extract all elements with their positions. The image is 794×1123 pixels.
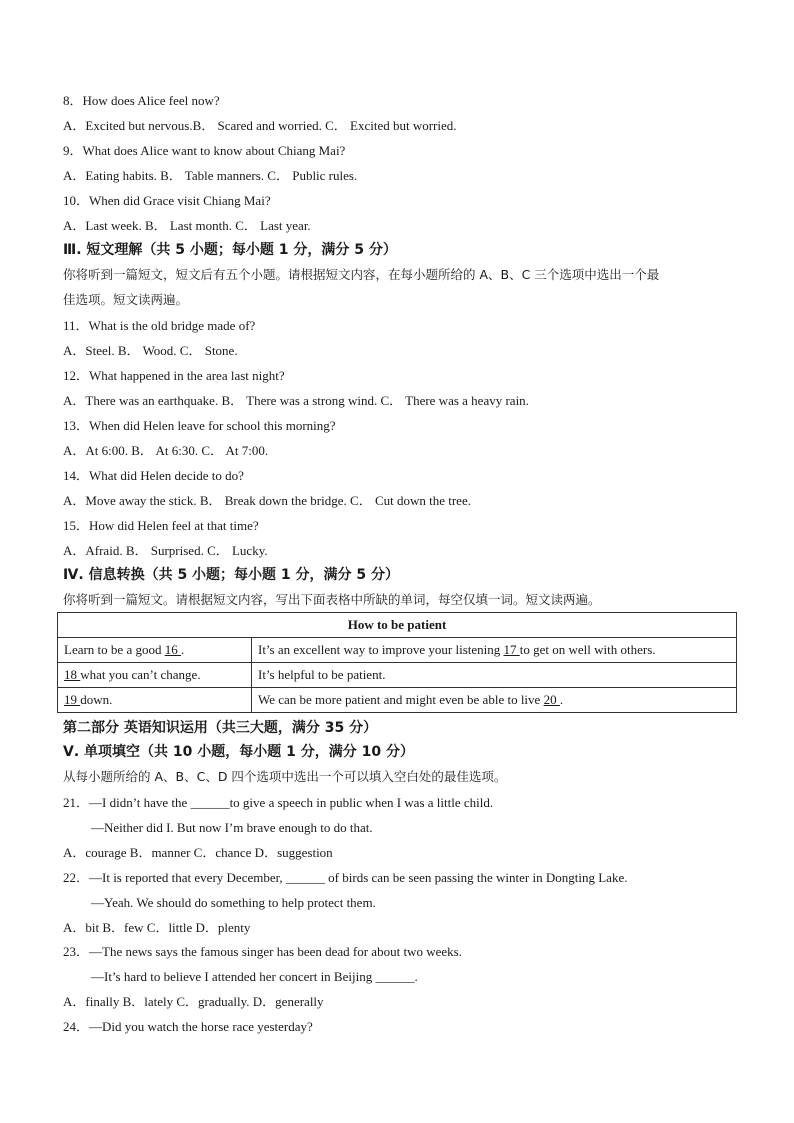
cell-text: It’s an excellent way to improve your listening (258, 642, 504, 657)
table-title: How to be patient (58, 613, 737, 638)
blank-16: 16 (164, 642, 181, 657)
table-cell (58, 638, 252, 663)
blank-20: 20 (543, 692, 560, 707)
options-9: A．Eating habits. B． Table manners. C． Public rules. (63, 168, 358, 183)
cell-text: It’s helpful to be patient. (258, 667, 386, 682)
options-15: A．Afraid. B． Surprised. C． Lucky. (63, 543, 268, 558)
options-23: A．finally B．lately C．gradually. D．generally (63, 994, 324, 1009)
options-10: A．Last week. B． Last month. C． Last year. (63, 218, 311, 233)
table-row (58, 638, 737, 663)
question-11: 11．What is the old bridge made of? (63, 318, 256, 333)
question-21-line1: 21．—I didn’t have the ______to give a speech in public when I was a little child. (63, 795, 494, 810)
cell-text: Learn to be a good (64, 642, 165, 657)
table-cell (58, 688, 252, 713)
question-10: 10．When did Grace visit Chiang Mai? (63, 193, 271, 208)
question-24-line1: 24．—Did you watch the horse race yesterday? (63, 1019, 313, 1034)
blank-18: 18 (64, 667, 81, 682)
cell-text: . (180, 642, 185, 657)
section-3-instruction-line2: 佳选项。短文读两遍。 (63, 292, 189, 307)
cell-text: We can be more patient and might even be able to live (258, 692, 544, 707)
question-22-line1: 22．—It is reported that every December, ______ of birds can be seen passing the winter in Dongting Lake. (63, 870, 628, 885)
cell-text: to get on well with others. (519, 642, 656, 657)
options-21: A．courage B．manner C．chance D．suggestion (63, 845, 333, 860)
question-13: 13．When did Helen leave for school this morning? (63, 418, 336, 433)
section-3-heading: Ⅲ. 短文理解（共 5 小题；每小题 1 分，满分 5 分） (63, 242, 397, 258)
cell-text: . (559, 692, 564, 707)
table-row (58, 688, 737, 713)
table-cell (252, 688, 737, 713)
table-header-row (58, 613, 737, 638)
table-row (58, 663, 737, 688)
question-15: 15．How did Helen feel at that time? (63, 518, 259, 533)
section-4-heading: Ⅳ. 信息转换（共 5 小题；每小题 1 分，满分 5 分） (63, 567, 400, 583)
cell-text: down. (80, 692, 113, 707)
options-11: A．Steel. B． Wood. C． Stone. (63, 343, 238, 358)
options-13: A．At 6:00. B． At 6:30. C． At 7:00. (63, 443, 269, 458)
question-21-line2: —Neither did I. But now I’m brave enough to do that. (91, 820, 373, 835)
question-23-line1: 23．—The news says the famous singer has been dead for about two weeks. (63, 944, 462, 959)
question-23-line2: —It’s hard to believe I attended her concert in Beijing ______. (91, 969, 418, 984)
section-5-heading: Ⅴ. 单项填空（共 10 小题，每小题 1 分，满分 10 分） (63, 744, 414, 760)
cell-text: what you can’t change. (80, 667, 201, 682)
options-12: A．There was an earthquake. B． There was a strong wind. C． There was a heavy rain. (63, 393, 529, 408)
question-22-line2: —Yeah. We should do something to help protect them. (91, 895, 376, 910)
blank-17: 17 (503, 642, 520, 657)
options-14: A．Move away the stick. B． Break down the bridge. C． Cut down the tree. (63, 493, 471, 508)
section-4-instruction: 你将听到一篇短文。请根据短文内容，写出下面表格中所缺的单词，每空仅填一词。短文读两遍。 (63, 592, 601, 607)
question-8: 8．How does Alice feel now? (63, 93, 220, 108)
table-cell (252, 638, 737, 663)
options-22: A．bit B．few C．little D．plenty (63, 920, 251, 935)
table-cell (252, 663, 737, 688)
info-table (57, 612, 737, 713)
question-9: 9．What does Alice want to know about Chiang Mai? (63, 143, 346, 158)
question-14: 14．What did Helen decide to do? (63, 468, 244, 483)
section-3-instruction-line1: 你将听到一篇短文，短文后有五个小题。请根据短文内容，在每小题所给的 A、B、C 三个选项中选出一个最 (63, 267, 660, 282)
section-5-instruction: 从每小题所给的 A、B、C、D 四个选项中选出一个可以填入空白处的最佳选项。 (63, 769, 507, 784)
question-12: 12．What happened in the area last night? (63, 368, 285, 383)
part-2-heading: 第二部分 英语知识运用（共三大题，满分 35 分） (63, 720, 378, 736)
table-cell (58, 663, 252, 688)
options-8: A．Excited but nervous.B． Scared and worried. C． Excited but worried. (63, 118, 457, 133)
blank-19: 19 (64, 692, 81, 707)
